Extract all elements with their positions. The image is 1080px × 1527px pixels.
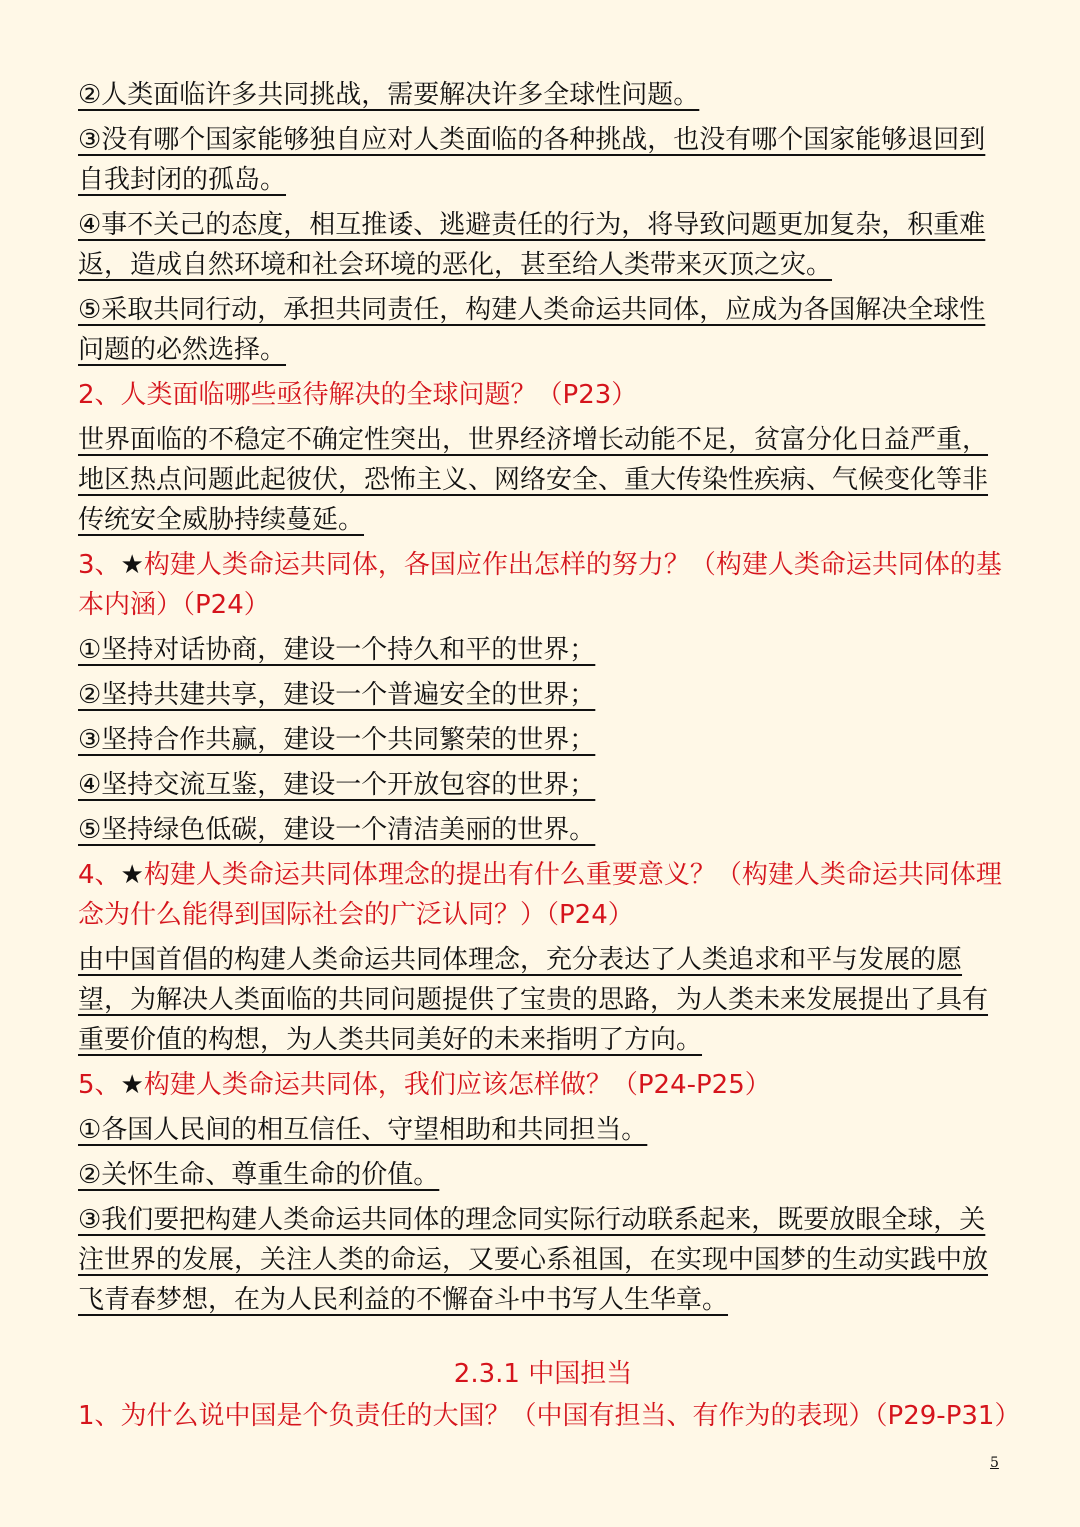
question-number: 3、	[78, 550, 121, 580]
section-question-1: 1、为什么说中国是个负责任的大国？（中国有担当、有作为的表现）（P29-P31）	[78, 1401, 1021, 1431]
question-5-item-1	[78, 1110, 1008, 1150]
question-text: 构建人类命运共同体理念的提出有什么重要意义？（构建人类命运共同体理念为什么能得到国际社会的广泛认同？）（P24）	[78, 860, 1002, 930]
answer-text: 由中国首倡的构建人类命运共同体理念，充分表达了人类追求和平与发展的愿望，为解决人类面临的共同问题提供了宝贵的思路，为人类未来发展提出了具有重要价值的构想，为人类共同美好的未来指明了方向。	[78, 945, 989, 1055]
question-2-heading: 2、人类面临哪些亟待解决的全球问题？（P23）	[78, 380, 638, 410]
question-5-item-3	[78, 1200, 1008, 1320]
paragraph-top-2	[78, 75, 1008, 115]
item-text: ⑤坚持绿色低碳，建设一个清洁美丽的世界。	[78, 815, 596, 845]
question-3-item-3	[78, 720, 1008, 760]
question-number: 5、	[78, 1070, 121, 1100]
paragraph-top-3	[78, 120, 1008, 200]
question-3-item-5	[78, 810, 1008, 850]
page-number: 5	[990, 1455, 999, 1471]
question-4-heading	[78, 855, 1008, 935]
item-text: ①各国人民间的相互信任、守望相助和共同担当。	[78, 1115, 648, 1145]
paragraph-text: ④事不关己的态度，相互推诿、逃避责任的行为，将导致问题更加复杂，积重难返，造成自然环境和社会环境的恶化，甚至给人类带来灭顶之灾。	[78, 210, 986, 280]
section-title: 2.3.1 中国担当	[453, 1359, 633, 1389]
item-text: ②关怀生命、尊重生命的价值。	[78, 1160, 440, 1190]
question-3-item-2	[78, 675, 1008, 715]
question-3-item-1	[78, 630, 1008, 670]
paragraph-text: ⑤采取共同行动，承担共同责任，构建人类命运共同体，应成为各国解决全球性问题的必然选择。	[78, 295, 986, 365]
question-3-item-4	[78, 765, 1008, 805]
question-5-item-2	[78, 1155, 1008, 1195]
star-icon: ★	[120, 550, 144, 580]
paragraph-text: ③没有哪个国家能够独自应对人类面临的各种挑战，也没有哪个国家能够退回到自我封闭的孤岛。	[78, 125, 986, 195]
item-text: ④坚持交流互鉴，建设一个开放包容的世界；	[78, 770, 596, 800]
page-content	[78, 75, 1021, 1441]
item-text: ①坚持对话协商，建设一个持久和平的世界；	[78, 635, 596, 665]
paragraph-top-4	[78, 205, 1008, 285]
question-3-heading	[78, 545, 1008, 625]
question-text: 构建人类命运共同体，我们应该怎样做？（P24-P25）	[143, 1070, 771, 1100]
answer-text: 世界面临的不稳定不确定性突出，世界经济增长动能不足，贫富分化日益严重，地区热点问题此起彼伏，恐怖主义、网络安全、重大传染性疾病、气候变化等非传统安全威胁持续蔓延。	[78, 425, 989, 535]
star-icon: ★	[120, 860, 144, 890]
item-text: ③坚持合作共赢，建设一个共同繁荣的世界；	[78, 725, 596, 755]
star-icon: ★	[120, 1070, 144, 1100]
paragraph-text: ②人类面临许多共同挑战，需要解决许多全球性问题。	[78, 80, 700, 110]
question-number: 4、	[78, 860, 121, 890]
item-text: ③我们要把构建人类命运共同体的理念同实际行动联系起来，既要放眼全球，关注世界的发展，关注人类的命运，又要心系祖国，在实现中国梦的生动实践中放飞青春梦想，在为人民利益的不懈奋斗中书写人生华章。	[78, 1205, 989, 1315]
question-text: 构建人类命运共同体，各国应作出怎样的努力？（构建人类命运共同体的基本内涵）（P24）	[78, 550, 1002, 620]
question-4-answer	[78, 940, 1008, 1060]
question-5-heading	[78, 1065, 1008, 1105]
question-2-answer	[78, 420, 1008, 540]
paragraph-top-5	[78, 290, 1008, 370]
item-text: ②坚持共建共享，建设一个普遍安全的世界；	[78, 680, 596, 710]
